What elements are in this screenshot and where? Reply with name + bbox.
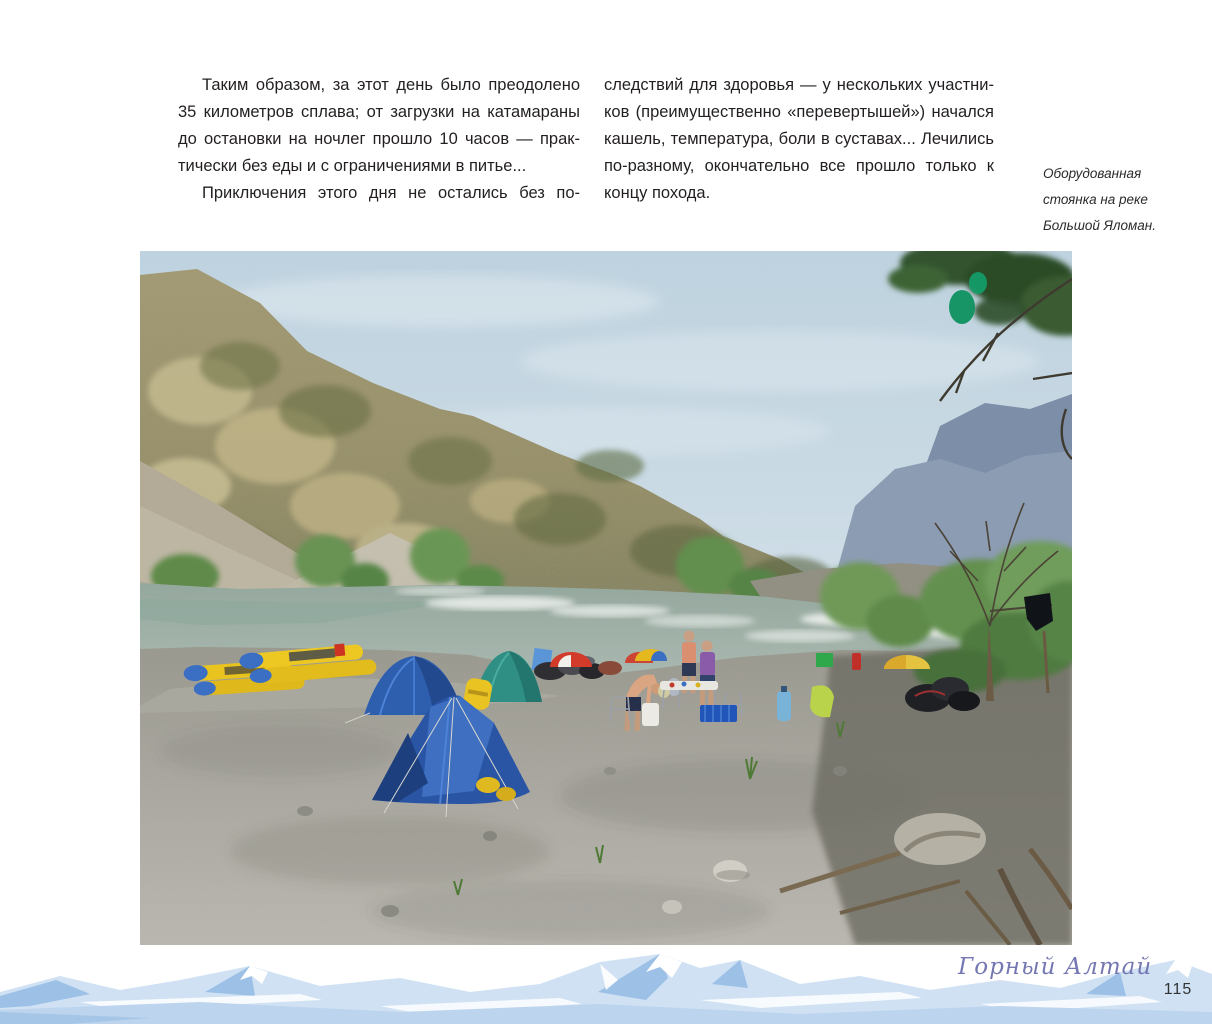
white-jug [642,703,659,726]
red-thermos [852,653,861,670]
body-text-column-right [604,72,994,207]
text-line: по-разному, окончательно все прошло только к [604,157,994,175]
photo-caption: Оборудованная стоянка на реке Большой Яломан. [1043,166,1156,233]
page-number: 115 [1163,981,1193,998]
text-line: Приключения этого дня не остались без по- [202,184,580,202]
blue-crate [700,705,737,722]
text-line: 35 километров сплава; от загрузки на катамараны [178,103,580,121]
text-line: Таким образом, за этот день было преодолено [202,76,580,94]
text-line: до остановки на ночлег прошло 10 часов — прак- [178,130,580,148]
series-title: Горный Алтай [958,954,1153,980]
campsite-photo [140,251,1072,945]
text-line: следствий для здоровья — у нескольких участни- [604,76,994,94]
text-line: тически без еды и с ограничениями в питье... [178,157,527,175]
lime-chair [810,685,834,717]
text-line: ков (преимущественно «перевертышей») начался [604,103,994,121]
text-line: кашель, температура, боли в суставах... Лечились [604,130,994,148]
green-bucket [816,653,833,667]
body-text-column-left [178,72,580,207]
campsite-photo-art [140,251,1072,945]
text-line: концу похода. [604,184,711,202]
